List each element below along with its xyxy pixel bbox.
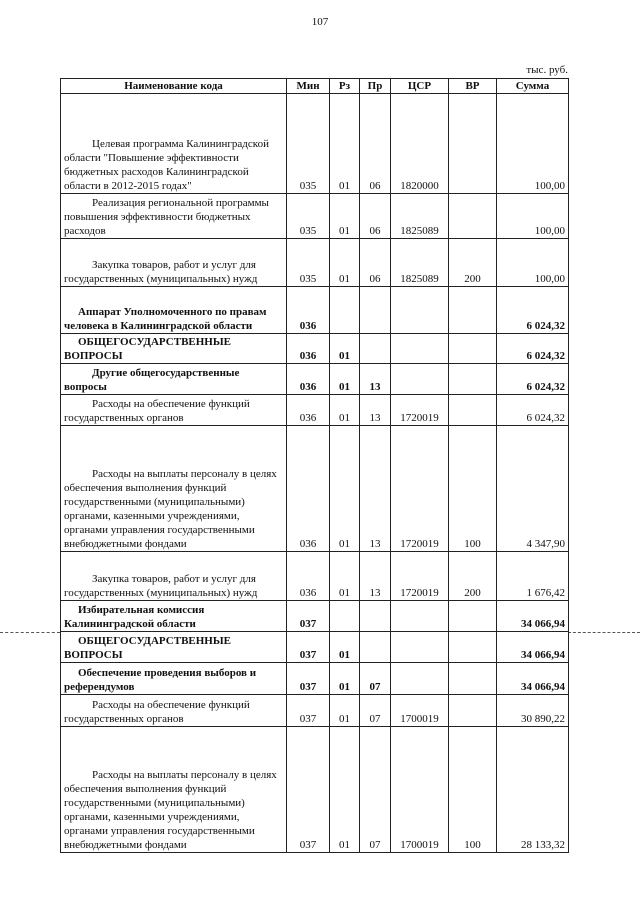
header-vr: ВР: [449, 79, 497, 94]
row-rz: [330, 287, 360, 334]
row-rz: 01: [330, 364, 360, 395]
row-sum: 100,00: [497, 194, 569, 239]
row-vr: [449, 632, 497, 663]
table-row: [61, 695, 569, 727]
row-pr: 07: [360, 727, 391, 853]
header-csr: ЦСР: [391, 79, 449, 94]
row-sum: 28 133,32: [497, 727, 569, 853]
row-sum: 100,00: [497, 94, 569, 194]
row-min: 037: [287, 663, 330, 695]
row-name: Другие общегосударственные вопросы: [64, 367, 240, 393]
row-sum: 30 890,22: [497, 695, 569, 727]
row-pr: 13: [360, 395, 391, 426]
row-vr: [449, 287, 497, 334]
row-csr: [391, 663, 449, 695]
row-name: Закупка товаров, работ и услуг для государственных (муниципальных) нужд: [64, 259, 258, 285]
header-pr: Пр: [360, 79, 391, 94]
budget-table: [60, 78, 569, 853]
row-csr: 1820000: [391, 94, 449, 194]
row-vr: [449, 395, 497, 426]
row-min: 036: [287, 287, 330, 334]
table-row: [61, 601, 569, 632]
row-rz: 01: [330, 334, 360, 364]
row-sum: 4 347,90: [497, 426, 569, 552]
table-header-row: [61, 79, 569, 94]
table-row: [61, 334, 569, 364]
row-name: Расходы на обеспечение функций государственных органов: [64, 699, 250, 725]
row-csr: 1720019: [391, 395, 449, 426]
row-name: Реализация региональной программы повышения эффективности бюджетных расходов: [64, 197, 269, 237]
row-csr: 1720019: [391, 552, 449, 601]
row-vr: 100: [449, 426, 497, 552]
row-sum: 34 066,94: [497, 663, 569, 695]
row-min: 035: [287, 94, 330, 194]
row-name: Избирательная комиссия Калининградской области: [64, 604, 205, 630]
table-row: [61, 663, 569, 695]
row-sum: 6 024,32: [497, 287, 569, 334]
row-vr: [449, 601, 497, 632]
row-pr: [360, 334, 391, 364]
row-name: ОБЩЕГОСУДАРСТВЕННЫЕ ВОПРОСЫ: [64, 336, 231, 362]
table-row: [61, 395, 569, 426]
row-csr: 1720019: [391, 426, 449, 552]
row-pr: 13: [360, 552, 391, 601]
row-vr: [449, 94, 497, 194]
row-vr: [449, 194, 497, 239]
row-csr: 1825089: [391, 194, 449, 239]
header-min: Мин: [287, 79, 330, 94]
row-rz: 01: [330, 426, 360, 552]
row-min: 035: [287, 194, 330, 239]
row-min: 036: [287, 395, 330, 426]
row-csr: [391, 632, 449, 663]
row-rz: 01: [330, 727, 360, 853]
table-row: [61, 239, 569, 287]
fold-line-left: [0, 632, 60, 633]
table-row: [61, 632, 569, 663]
table-row: [61, 364, 569, 395]
table-row: [61, 727, 569, 853]
header-rz: Рз: [330, 79, 360, 94]
row-name: Аппарат Уполномоченного по правам человека в Калининградской области: [64, 306, 267, 332]
row-vr: [449, 334, 497, 364]
table-row: [61, 194, 569, 239]
row-csr: 1825089: [391, 239, 449, 287]
row-vr: 200: [449, 239, 497, 287]
row-pr: [360, 632, 391, 663]
header-name: Наименование кода: [61, 79, 287, 94]
row-name: Расходы на выплаты персоналу в целях обеспечения выполнения функций государственными (муниципальными) органами, казенными учреждениями, органами управления государственными внебюджетными фондами: [64, 468, 277, 550]
row-sum: 6 024,32: [497, 364, 569, 395]
row-rz: 01: [330, 239, 360, 287]
row-rz: 01: [330, 632, 360, 663]
row-pr: 13: [360, 364, 391, 395]
row-sum: 6 024,32: [497, 395, 569, 426]
row-min: 036: [287, 552, 330, 601]
row-rz: 01: [330, 395, 360, 426]
row-pr: 06: [360, 94, 391, 194]
row-vr: [449, 663, 497, 695]
row-pr: 06: [360, 239, 391, 287]
row-vr: [449, 364, 497, 395]
row-name: Обеспечение проведения выборов и референдумов: [64, 667, 257, 693]
row-pr: 13: [360, 426, 391, 552]
row-rz: [330, 601, 360, 632]
row-pr: 07: [360, 695, 391, 727]
row-vr: 100: [449, 727, 497, 853]
units-label: тыс. руб.: [526, 64, 568, 76]
row-csr: 1700019: [391, 695, 449, 727]
row-csr: [391, 287, 449, 334]
row-min: 035: [287, 239, 330, 287]
row-rz: 01: [330, 552, 360, 601]
row-name: Закупка товаров, работ и услуг для государственных (муниципальных) нужд: [64, 573, 258, 599]
row-min: 036: [287, 334, 330, 364]
fold-line-right: [568, 632, 640, 633]
row-csr: [391, 334, 449, 364]
row-sum: 100,00: [497, 239, 569, 287]
table-row: [61, 94, 569, 194]
page-number: 107: [311, 16, 329, 28]
row-min: 037: [287, 601, 330, 632]
row-min: 037: [287, 727, 330, 853]
header-sum: Сумма: [497, 79, 569, 94]
row-pr: 07: [360, 663, 391, 695]
row-sum: 6 024,32: [497, 334, 569, 364]
row-min: 036: [287, 364, 330, 395]
row-name: Расходы на выплаты персоналу в целях обеспечения выполнения функций государственными (муниципальными) органами, казенными учреждениями, органами управления государственными внебюджетными фондами: [64, 769, 277, 851]
row-min: 037: [287, 695, 330, 727]
row-name: ОБЩЕГОСУДАРСТВЕННЫЕ ВОПРОСЫ: [64, 635, 231, 661]
row-rz: 01: [330, 663, 360, 695]
row-sum: 34 066,94: [497, 632, 569, 663]
table-row: [61, 552, 569, 601]
row-rz: 01: [330, 194, 360, 239]
table-row: [61, 287, 569, 334]
row-csr: 1700019: [391, 727, 449, 853]
table-row: [61, 426, 569, 552]
row-name: Расходы на обеспечение функций государственных органов: [64, 398, 250, 424]
row-csr: [391, 364, 449, 395]
row-vr: [449, 695, 497, 727]
row-min: 037: [287, 632, 330, 663]
row-sum: 34 066,94: [497, 601, 569, 632]
row-rz: 01: [330, 695, 360, 727]
row-vr: 200: [449, 552, 497, 601]
row-min: 036: [287, 426, 330, 552]
row-pr: 06: [360, 194, 391, 239]
row-name: Целевая программа Калининградской области "Повышение эффективности бюджетных расходов Калининградской области в 2012-2015 годах": [64, 138, 269, 192]
row-pr: [360, 601, 391, 632]
row-csr: [391, 601, 449, 632]
row-pr: [360, 287, 391, 334]
row-rz: 01: [330, 94, 360, 194]
row-sum: 1 676,42: [497, 552, 569, 601]
